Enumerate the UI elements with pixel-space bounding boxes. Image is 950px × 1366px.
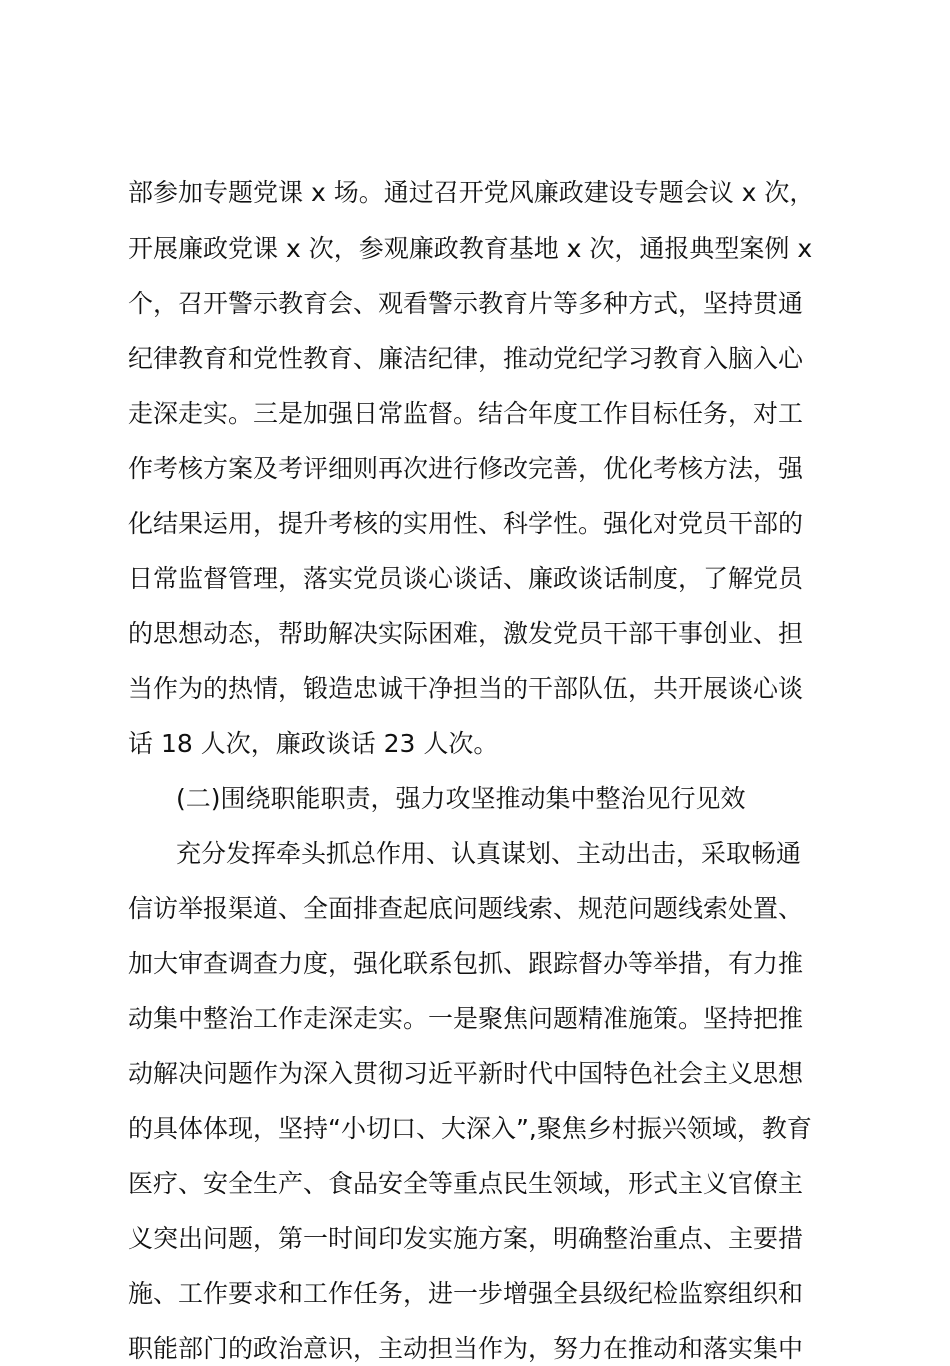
paragraph-line: 的思想动态，帮助解决实际困难，激发党员干部干事创业、担 xyxy=(128,619,804,648)
paragraph-line: 动解决问题作为深入贯彻习近平新时代中国特色社会主义思想 xyxy=(128,1059,804,1088)
paragraph-line: 当作为的热情，锻造忠诚干净担当的干部队伍，共开展谈心谈 xyxy=(128,674,804,703)
paragraph-line: 职能部门的政治意识，主动担当作为，努力在推动和落实集中 xyxy=(128,1334,804,1363)
paragraph-line: 加大审查调查力度，强化联系包抓、跟踪督办等举措，有力推 xyxy=(128,949,804,978)
paragraph-line: 义突出问题，第一时间印发实施方案，明确整治重点、主要措 xyxy=(128,1224,804,1253)
paragraph-line: 纪律教育和党性教育、廉洁纪律，推动党纪学习教育入脑入心 xyxy=(128,344,804,373)
paragraph-line: 化结果运用，提升考核的实用性、科学性。强化对党员干部的 xyxy=(128,509,804,538)
paragraph-line: 话 18 人次，廉政谈话 23 人次。 xyxy=(128,729,499,758)
paragraph-line: 充分发挥牵头抓总作用、认真谋划、主动出击，采取畅通 xyxy=(176,839,802,868)
paragraph-line: 作考核方案及考评细则再次进行修改完善，优化考核方法，强 xyxy=(128,454,804,483)
paragraph-line: 开展廉政党课 x 次，参观廉政教育基地 x 次，通报典型案例 x xyxy=(128,234,813,263)
paragraph-line: 医疗、安全生产、食品安全等重点民生领域，形式主义官僚主 xyxy=(128,1169,804,1198)
paragraph-line: 走深走实。三是加强日常监督。结合年度工作目标任务，对工 xyxy=(128,399,804,428)
paragraph-line: 个，召开警示教育会、观看警示教育片等多种方式，坚持贯通 xyxy=(128,289,804,318)
paragraph-line: 动集中整治工作走深走实。一是聚焦问题精准施策。坚持把推 xyxy=(128,1004,804,1033)
paragraph-line: 日常监督管理，落实党员谈心谈话、廉政谈话制度，了解党员 xyxy=(128,564,804,593)
section-heading: (二)围绕职能职责，强力攻坚推动集中整治见行见效 xyxy=(176,784,746,813)
paragraph-line: 施、工作要求和工作任务，进一步增强全县级纪检监察组织和 xyxy=(128,1279,804,1308)
paragraph-line: 部参加专题党课 x 场。通过召开党风廉政建设专题会议 x 次， xyxy=(128,178,815,207)
paragraph-line: 信访举报渠道、全面排查起底问题线索、规范问题线索处置、 xyxy=(128,894,804,923)
paragraph-line: 的具体体现，坚持“小切口、大深入”,聚焦乡村振兴领域，教育 xyxy=(128,1114,812,1143)
